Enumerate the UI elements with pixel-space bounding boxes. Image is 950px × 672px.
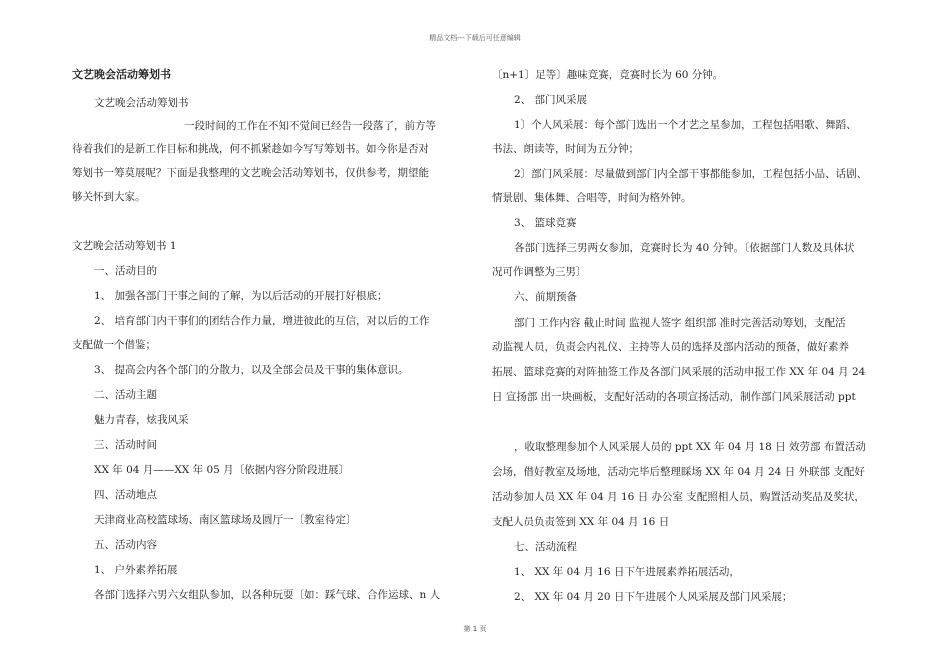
text-line: 支配人员负责签到 XX 年 04 月 16 日 (492, 516, 670, 528)
text-line: 七、活动流程 (514, 541, 577, 553)
text-line: 六、前期预备 (514, 291, 577, 303)
page-header: 精品文档---下载后可任意编辑 (429, 34, 521, 42)
text-line: 3、 提高会内各个部门的分散力，以及全部会员及干事的集体意识。 (94, 364, 409, 376)
text-line: 二、活动主题 (94, 389, 157, 401)
text-line: 四、活动地点 (94, 489, 157, 501)
text-line: 活动参加人员 XX 年 04 月 16 日 办公室 支配照相人员，购置活动奖品及奖状， (492, 491, 865, 503)
text-line: 书法、朗读等，时间为五分钟； (492, 143, 639, 155)
text-line: 2、 培育部门内干事们的团结合作力量，增进彼此的互信，对以后的工作 (94, 315, 430, 327)
text-line: 〔n+1〕足等〕趣味竞赛，竞赛时长为 60 分钟。 (492, 69, 724, 81)
text-line: 情景剧、集体舞、合唱等，时间为格外钟。 (492, 192, 692, 204)
text-line: 三、活动时间 (94, 439, 157, 451)
text-line: 文艺晚会活动筹划书 1 (72, 240, 177, 252)
text-line: 日 宣扬部 出一块画板，支配好活动的各项宣扬活动，制作部门风采展活动 ppt (492, 391, 856, 403)
text-line: 文艺晚会活动筹划书 (94, 97, 189, 109)
text-line: 况可作调整为三男〕 (492, 266, 587, 278)
text-line: 一段时间的工作在不知不觉间已经告一段落了，前方等 (184, 120, 436, 132)
text-line: 动监视人员，负责会内礼仪、主持等人员的选择及部内活动的预备，做好素养 (492, 341, 849, 353)
text-line: 1、 XX 年 04 月 16 日下午进展素养拓展活动， (514, 566, 740, 578)
text-line: ，收取整理参加个人风采展人员的 ppt XX 年 04 月 18 日 效劳部 布置活动 (514, 441, 866, 453)
text-line: 2、 部门风采展 (514, 94, 588, 106)
text-line: XX 年 04 月——XX 年 05 月〔依据内容分阶段进展〕 (94, 464, 350, 476)
text-line: 够关怀到大家。 (72, 191, 146, 203)
text-line: 拓展、篮球竞赛的对阵抽签工作及各部门风采展的活动申报工作 XX 年 04 月 24 (492, 366, 866, 378)
text-line: 筹划书一筹莫展呢？下面是我整理的文艺晚会活动筹划书，仅供参考，期望能 (72, 167, 429, 179)
text-line: 一、活动目的 (94, 265, 157, 277)
text-line: 魅力青春，炫我风采 (94, 414, 189, 426)
text-line: 1、 加强各部门干事之间的了解，为以后活动的开展打好根底； (94, 290, 388, 302)
text-line: 2、 XX 年 04 月 20 日下午进展个人风采展及部门风采展； (514, 591, 793, 603)
text-line: 会场，借好教室及场地，活动完毕后整理睬场 XX 年 04 月 24 日 外联部 支配好 (492, 466, 865, 478)
text-line: 支配做一个借鉴； (72, 339, 156, 351)
text-line: 各部门选择三男两女参加，竞赛时长为 40 分钟。〔依据部门人数及具体状 (514, 242, 855, 254)
text-line: 2〕部门风采展：尽量做到部门内全部干事都能参加，工程包括小品、话剧、 (514, 168, 868, 180)
document-title: 文艺晚会活动筹划书 (72, 68, 171, 81)
text-line: 各部门选择六男六女组队参加，以各种玩耍〔如：踩气球、合作运球、n 人 (94, 589, 441, 601)
text-line: 待着我们的是新工作目标和挑战，何不抓紧趁如今写写筹划书。如今你是否对 (72, 143, 429, 155)
text-line: 五、活动内容 (94, 539, 157, 551)
text-line: 3、 篮球竞赛 (514, 217, 577, 229)
text-line: 天津商业高校篮球场、南区篮球场及圆厅一〔教室待定〕 (94, 514, 357, 526)
text-line: 1〕个人风采展：每个部门选出一个才艺之星参加，工程包括唱歌、舞蹈、 (514, 119, 857, 131)
page-number: 第 1 页 (463, 625, 487, 633)
text-line: 1、 户外素养拓展 (94, 564, 178, 576)
text-line: 部门 工作内容 截止时间 监视人签字 组织部 准时完善活动筹划，支配活 (514, 317, 846, 329)
